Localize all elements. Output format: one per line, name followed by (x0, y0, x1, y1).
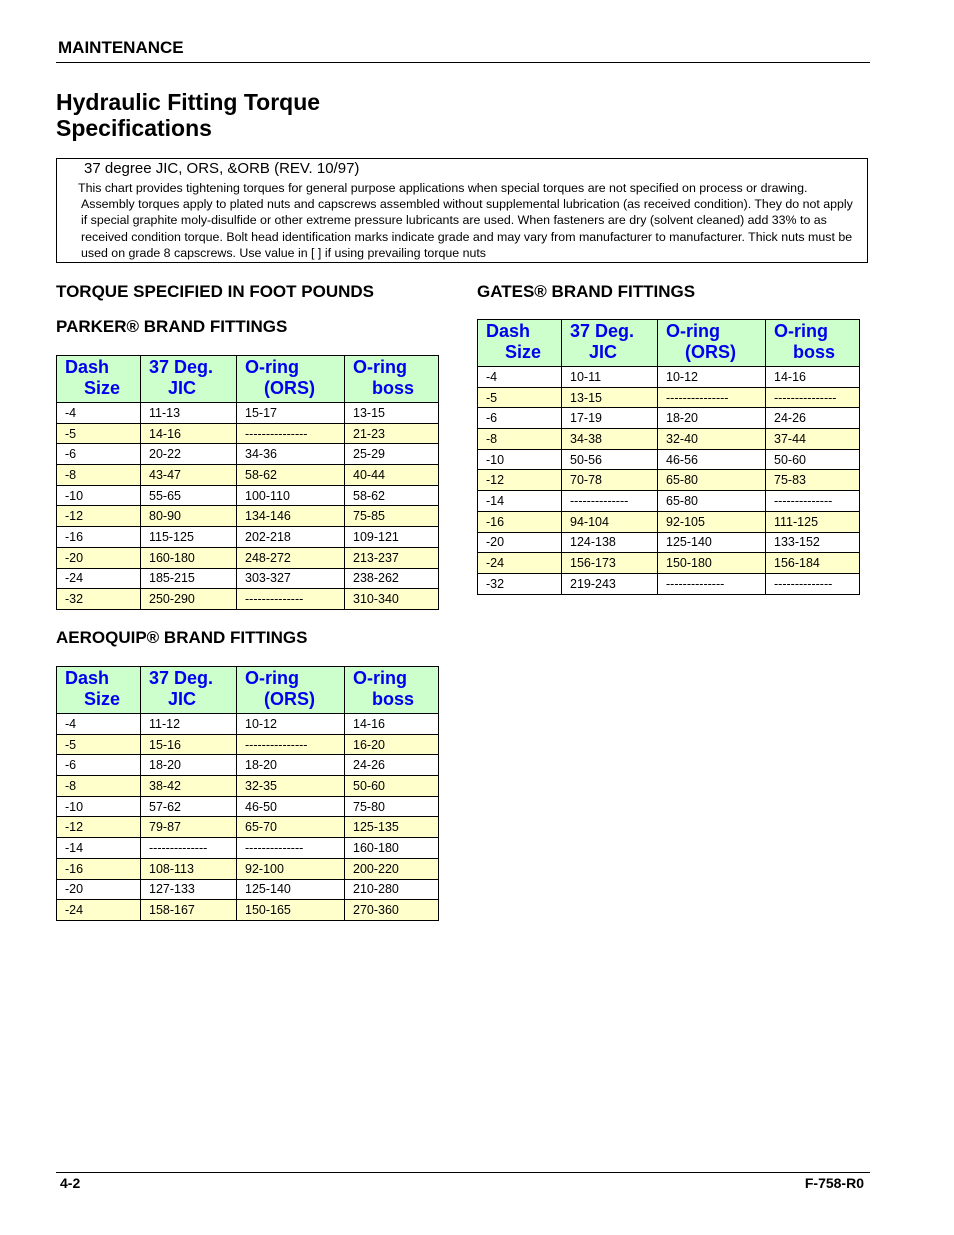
table-cell: -8 (57, 776, 141, 797)
column-header (562, 320, 658, 367)
column-header-line1: 37 Deg. (149, 668, 214, 688)
table-cell: -------------- (766, 491, 860, 512)
table-cell: 17-19 (562, 408, 658, 429)
table-cell: -10 (478, 449, 562, 470)
table-cell: -24 (57, 900, 141, 921)
column-header (57, 667, 141, 714)
table-row (57, 776, 439, 797)
column-header-line1: O-ring (774, 321, 828, 341)
table-row (57, 465, 439, 486)
table-cell: 50-60 (766, 449, 860, 470)
table-cell: 238-262 (345, 568, 439, 589)
footer-rule (56, 1172, 870, 1173)
table-cell: 24-26 (345, 755, 439, 776)
table-row (57, 734, 439, 755)
table-cell: 13-15 (562, 387, 658, 408)
table-cell: 100-110 (237, 485, 345, 506)
table-cell: 248-272 (237, 547, 345, 568)
table-row (57, 714, 439, 735)
table-row (478, 491, 860, 512)
table-cell: 21-23 (345, 423, 439, 444)
table-row (478, 532, 860, 553)
table-cell: -4 (478, 367, 562, 388)
table-cell: -12 (57, 817, 141, 838)
table-cell: 16-20 (345, 734, 439, 755)
table-cell: -6 (478, 408, 562, 429)
gates-heading: GATES® BRAND FITTINGS (477, 282, 696, 301)
table-cell: 219-243 (562, 573, 658, 594)
column-header-line2: (ORS) (685, 342, 736, 362)
table-cell: 75-80 (345, 796, 439, 817)
table-cell: 46-50 (237, 796, 345, 817)
table-cell: 250-290 (141, 589, 237, 610)
table-cell: 185-215 (141, 568, 237, 589)
table-cell: 158-167 (141, 900, 237, 921)
column-header (658, 320, 766, 367)
table-cell: --------------- (766, 387, 860, 408)
column-header (345, 667, 439, 714)
section-label: MAINTENANCE (58, 38, 184, 57)
table-cell: 303-327 (237, 568, 345, 589)
table-row (478, 553, 860, 574)
table-row (57, 589, 439, 610)
table-cell: -20 (478, 532, 562, 553)
table-cell: -8 (478, 429, 562, 450)
table-cell: 11-12 (141, 714, 237, 735)
table-cell: 20-22 (141, 444, 237, 465)
table-cell: -16 (57, 858, 141, 879)
table-row (57, 423, 439, 444)
table-cell: 55-65 (141, 485, 237, 506)
table-cell: 210-280 (345, 879, 439, 900)
column-header-line1: Dash (65, 357, 110, 377)
table-cell: 160-180 (345, 838, 439, 859)
table-cell: 124-138 (562, 532, 658, 553)
table-cell: 18-20 (658, 408, 766, 429)
column-header-line2: Size (84, 689, 121, 709)
table-cell: 111-125 (766, 511, 860, 532)
table-cell: 108-113 (141, 858, 237, 879)
page-title-line2: Specifications (56, 115, 212, 141)
column-header (57, 356, 141, 403)
gates-table (477, 319, 860, 595)
table-cell: -8 (57, 465, 141, 486)
table-cell: 109-121 (345, 527, 439, 548)
header-rule (56, 62, 870, 63)
table-row (478, 573, 860, 594)
column-header (478, 320, 562, 367)
table-cell: 14-16 (345, 714, 439, 735)
table-cell: 57-62 (141, 796, 237, 817)
table-cell: 34-38 (562, 429, 658, 450)
table-cell: --------------- (237, 734, 345, 755)
table-cell: -16 (57, 527, 141, 548)
table-cell: 79-87 (141, 817, 237, 838)
table-cell: -------------- (562, 491, 658, 512)
table-cell: 37-44 (766, 429, 860, 450)
table-cell: 10-12 (237, 714, 345, 735)
table-cell: 202-218 (237, 527, 345, 548)
info-subtitle: 37 degree JIC, ORS, &ORB (REV. 10/97) (84, 160, 360, 177)
column-header-line2: JIC (589, 342, 618, 362)
table-cell: 75-85 (345, 506, 439, 527)
table-cell: 58-62 (237, 465, 345, 486)
table-cell: 15-16 (141, 734, 237, 755)
table-cell: -5 (57, 734, 141, 755)
table-row (57, 485, 439, 506)
table-cell: -12 (57, 506, 141, 527)
column-header-line1: Dash (65, 668, 110, 688)
table-row (57, 403, 439, 424)
column-header (141, 356, 237, 403)
table-cell: 156-173 (562, 553, 658, 574)
column-header-line2: (ORS) (264, 689, 315, 709)
torque-heading: TORQUE SPECIFIED IN FOOT POUNDS (56, 282, 374, 301)
table-row (57, 444, 439, 465)
page-number: 4-2 (60, 1175, 81, 1191)
table-row (57, 547, 439, 568)
table-cell: -6 (57, 755, 141, 776)
table-row (57, 796, 439, 817)
table-cell: 92-105 (658, 511, 766, 532)
column-header-line2: Size (505, 342, 542, 362)
table-cell: 94-104 (562, 511, 658, 532)
table-row (478, 367, 860, 388)
table-cell: 127-133 (141, 879, 237, 900)
table-cell: 125-140 (658, 532, 766, 553)
info-body: This chart provides tightening torques for general purpose applications when special torques are not specified on process or drawing. Assembly torques apply to plated nuts and capscrews assembled without supplemental lubrication (as received condition). They do not apply if special graphite moly-disulfide or other extreme pressure lubricants are used. When fasteners are dry (solvent cleaned) add 33% to as received condition torque. Bolt head identification marks indicate grade and may vary from manufacturer to manufacturer. Thick nuts must be used on grade 8 capscrews. Use value in [ ] if using prevailing torque nuts (78, 181, 853, 260)
column-header-line1: O-ring (353, 357, 407, 377)
column-header-line2: JIC (168, 689, 197, 709)
table-cell: --------------- (658, 387, 766, 408)
table-cell: 133-152 (766, 532, 860, 553)
table-cell: 115-125 (141, 527, 237, 548)
table-header-row (478, 320, 860, 367)
table-cell: 10-12 (658, 367, 766, 388)
table-cell: -20 (57, 547, 141, 568)
aeroquip-heading: AEROQUIP® BRAND FITTINGS (56, 628, 308, 647)
table-row (57, 838, 439, 859)
page-title (56, 89, 320, 141)
aeroquip-table (56, 666, 439, 921)
table-cell: 58-62 (345, 485, 439, 506)
table-cell: 11-13 (141, 403, 237, 424)
table-cell: 70-78 (562, 470, 658, 491)
table-cell: 15-17 (237, 403, 345, 424)
table-cell: 65-80 (658, 491, 766, 512)
column-header-line1: 37 Deg. (570, 321, 635, 341)
table-row (478, 429, 860, 450)
column-header-line2: JIC (168, 378, 197, 398)
info-box (56, 158, 868, 263)
column-header-line2: boss (793, 342, 836, 362)
column-header (766, 320, 860, 367)
table-cell: -32 (57, 589, 141, 610)
table-cell: 50-60 (345, 776, 439, 797)
table-cell: 75-83 (766, 470, 860, 491)
column-header (345, 356, 439, 403)
table-cell: 310-340 (345, 589, 439, 610)
table-cell: 13-15 (345, 403, 439, 424)
table-cell: 125-140 (237, 879, 345, 900)
table-row (57, 755, 439, 776)
table-cell: -16 (478, 511, 562, 532)
table-cell: -4 (57, 714, 141, 735)
table-cell: -24 (57, 568, 141, 589)
table-cell: 160-180 (141, 547, 237, 568)
table-row (57, 879, 439, 900)
table-cell: 32-40 (658, 429, 766, 450)
table-row (478, 387, 860, 408)
column-header-line2: (ORS) (264, 378, 315, 398)
table-cell: 65-80 (658, 470, 766, 491)
table-cell: 80-90 (141, 506, 237, 527)
table-cell: 24-26 (766, 408, 860, 429)
table-row (478, 408, 860, 429)
table-cell: 18-20 (141, 755, 237, 776)
table-cell: 134-146 (237, 506, 345, 527)
table-cell: 156-184 (766, 553, 860, 574)
column-header-line2: boss (372, 378, 415, 398)
table-row (57, 817, 439, 838)
table-cell: 46-56 (658, 449, 766, 470)
table-cell: -14 (57, 838, 141, 859)
table-cell: 34-36 (237, 444, 345, 465)
column-header-line1: 37 Deg. (149, 357, 214, 377)
table-header-row (57, 356, 439, 403)
table-cell: -10 (57, 485, 141, 506)
table-cell: -32 (478, 573, 562, 594)
column-header-line2: Size (84, 378, 121, 398)
table-row (57, 506, 439, 527)
column-header (237, 356, 345, 403)
table-cell: 32-35 (237, 776, 345, 797)
table-cell: 50-56 (562, 449, 658, 470)
column-header-line1: O-ring (245, 357, 299, 377)
table-row (478, 449, 860, 470)
table-cell: 150-180 (658, 553, 766, 574)
table-cell: 200-220 (345, 858, 439, 879)
page-title-line1: Hydraulic Fitting Torque (56, 89, 321, 115)
table-row (57, 527, 439, 548)
table-cell: 270-360 (345, 900, 439, 921)
table-cell: -4 (57, 403, 141, 424)
table-cell: 43-47 (141, 465, 237, 486)
table-cell: 25-29 (345, 444, 439, 465)
table-cell: 213-237 (345, 547, 439, 568)
column-header-line1: Dash (486, 321, 531, 341)
table-cell: -------------- (658, 573, 766, 594)
column-header-line1: O-ring (353, 668, 407, 688)
table-row (57, 900, 439, 921)
column-header (237, 667, 345, 714)
table-cell: -5 (57, 423, 141, 444)
table-cell: 65-70 (237, 817, 345, 838)
table-cell: -------------- (141, 838, 237, 859)
table-cell: -10 (57, 796, 141, 817)
table-cell: 14-16 (766, 367, 860, 388)
column-header (141, 667, 237, 714)
table-cell: -24 (478, 553, 562, 574)
table-cell: -6 (57, 444, 141, 465)
table-cell: 125-135 (345, 817, 439, 838)
table-cell: -------------- (237, 838, 345, 859)
table-cell: --------------- (237, 423, 345, 444)
table-cell: -5 (478, 387, 562, 408)
column-header-line1: O-ring (245, 668, 299, 688)
table-cell: 14-16 (141, 423, 237, 444)
parker-table (56, 355, 439, 610)
table-cell: 10-11 (562, 367, 658, 388)
table-cell: 92-100 (237, 858, 345, 879)
table-cell: -------------- (237, 589, 345, 610)
parker-heading: PARKER® BRAND FITTINGS (56, 317, 288, 336)
table-cell: 40-44 (345, 465, 439, 486)
table-cell: -14 (478, 491, 562, 512)
table-header-row (57, 667, 439, 714)
table-cell: 150-165 (237, 900, 345, 921)
document-id: F-758-R0 (804, 1175, 864, 1191)
table-row (478, 511, 860, 532)
table-cell: 38-42 (141, 776, 237, 797)
table-cell: 18-20 (237, 755, 345, 776)
table-cell: -12 (478, 470, 562, 491)
table-row (57, 858, 439, 879)
column-header-line2: boss (372, 689, 415, 709)
table-cell: -------------- (766, 573, 860, 594)
table-cell: -20 (57, 879, 141, 900)
table-row (57, 568, 439, 589)
table-row (478, 470, 860, 491)
column-header-line1: O-ring (666, 321, 720, 341)
